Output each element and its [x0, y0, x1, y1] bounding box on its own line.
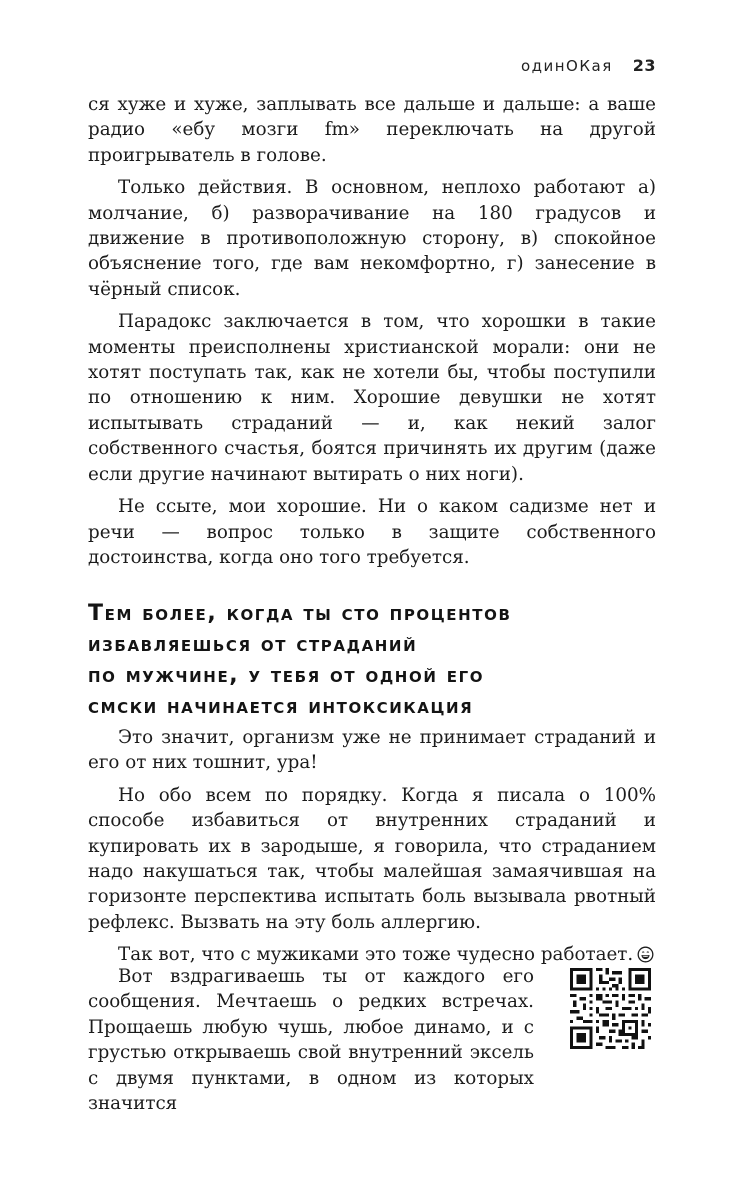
paragraph-continued: ся хуже и хуже, заплывать все дальше и дальше: а ваше радио «ебу мозги fm» переключать на другой проигрыватель в голове.: [88, 94, 656, 166]
body-text-section-1: [88, 92, 656, 570]
paragraph: Парадокс заключается в том, что хорошки в такие моменты преисполнены христианской морали: они не хотят поступать так, как не хотели бы, чтобы поступили по отношению к ним. Хорошие девушки не хотят испытывать страданий — и, как некий залог собственного счастья, боятся причинять их другим (даже если другие начинают вытирать о них ноги).: [88, 311, 656, 485]
section-heading: [88, 598, 668, 722]
paragraph: Только действия. В основном, неплохо работают а) молчание, б) разворачивание на 180 градусов и движение в противоположную сторону, в) спокойное объяснение того, где вам некомфортно, г) занесение в чёрный список.: [88, 177, 656, 300]
paragraph-text: Так вот, что с мужиками это тоже чудесно работает.: [118, 944, 634, 966]
heading-line: смски начинается интоксикация: [88, 694, 474, 719]
running-head: [521, 56, 656, 75]
heading-line: избавляешься от страданий: [88, 632, 418, 657]
paragraph: Это значит, организм уже не принимает страданий и его от них тошнит, ура!: [88, 727, 656, 774]
paragraph: Но обо всем по порядку. Когда я писала о 100% способе избавиться от внутренних страданий и купировать их в зародыше, я говорила, что страданием надо накушаться так, чтобы малейшая замаячившая на горизонте перспектива испытать боль вызывала рвотный рефлекс. Вызвать на эту боль аллергию.: [88, 784, 656, 933]
running-title: одинОКая: [520, 57, 613, 75]
body-text-section-2: [88, 725, 656, 968]
heading-line: Тем более, когда ты сто процентов: [88, 601, 512, 626]
paragraph: Вот вздрагиваешь ты от каждого его сообщения. Мечтаешь о редких встречах. Прощаешь любую чушь, любое динамо, и с грустью открываешь свой внутренний эксель с двумя пунктами, в одном из которых значится: [88, 966, 534, 1115]
heading-line: по мужчине, у тебя от одной его: [88, 663, 485, 688]
paragraph: Не ссыте, мои хорошие. Ни о каком садизме нет и речи — вопрос только в защите собственного достоинства, когда оно того требуется.: [88, 496, 656, 568]
qr-code: [570, 968, 651, 1049]
body-text-section-3: [88, 964, 534, 1116]
page-number: 23: [632, 56, 656, 75]
grinning-face-icon: [637, 946, 654, 963]
